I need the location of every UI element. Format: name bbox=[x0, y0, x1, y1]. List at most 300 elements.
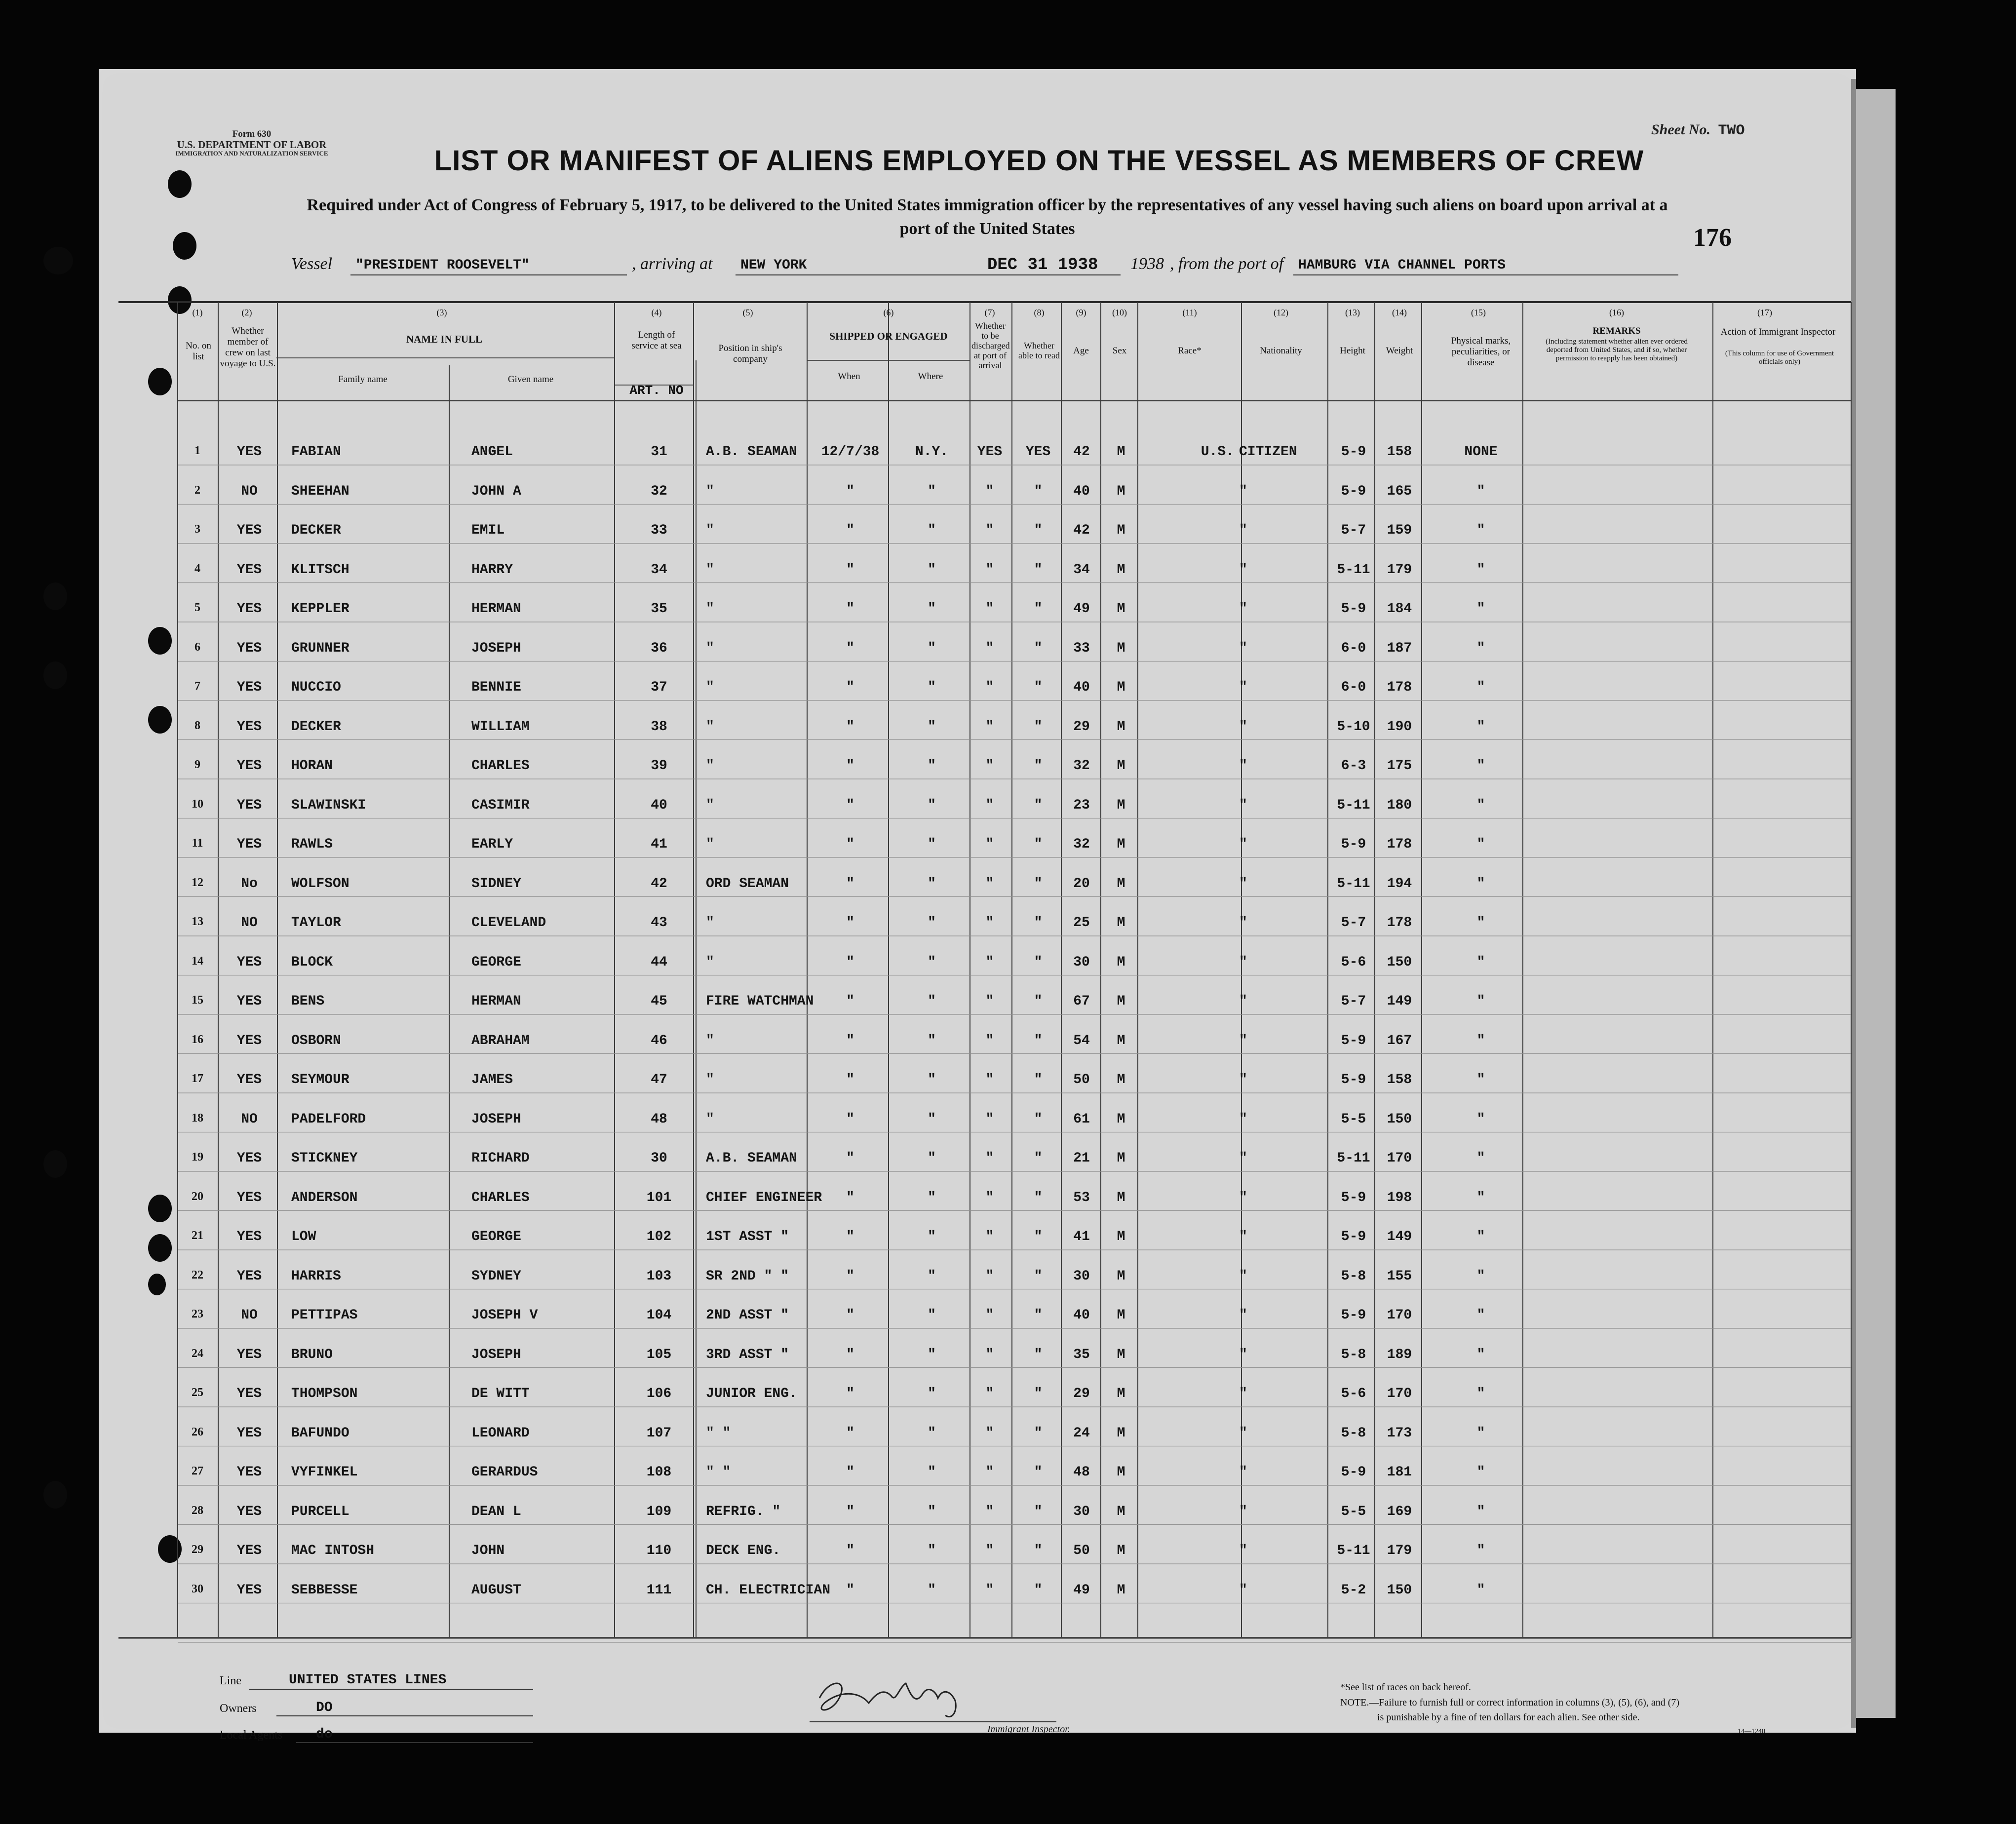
cell-position: ORD SEAMAN bbox=[706, 876, 789, 892]
cell-nationality: " bbox=[1239, 640, 1247, 656]
cell-read: " bbox=[1034, 876, 1043, 892]
cell-marks: " bbox=[1476, 562, 1485, 578]
cell-height: 5-11 bbox=[1337, 562, 1370, 578]
cell-sex: M bbox=[1117, 444, 1125, 460]
cell-position: " bbox=[706, 954, 714, 970]
cell-sex: M bbox=[1117, 1465, 1125, 1480]
cell-where: " bbox=[928, 1072, 936, 1087]
cell-marks: " bbox=[1476, 1033, 1485, 1048]
cell-when: " bbox=[846, 601, 854, 617]
cell-prev: YES bbox=[236, 1072, 262, 1087]
cell-marks: " bbox=[1476, 1386, 1485, 1401]
cell-marks: " bbox=[1476, 1308, 1485, 1323]
cell-when: " bbox=[846, 483, 854, 499]
department-name: U.S. DEPARTMENT OF LABOR bbox=[177, 138, 327, 151]
cell-when: " bbox=[846, 915, 854, 931]
col-13-number: (13) bbox=[1345, 308, 1360, 317]
cell-no: 6 bbox=[194, 640, 200, 654]
cell-no: 3 bbox=[194, 523, 200, 536]
cell-where: " bbox=[928, 876, 936, 892]
cell-given: SIDNEY bbox=[471, 876, 521, 892]
cell-position: 2ND ASST " bbox=[706, 1308, 789, 1323]
cell-where: " bbox=[928, 1504, 936, 1519]
cell-marks: " bbox=[1476, 1111, 1485, 1127]
cell-read: " bbox=[1034, 837, 1043, 852]
cell-nationality: " bbox=[1239, 1465, 1247, 1480]
cell-weight: 149 bbox=[1387, 994, 1412, 1009]
cell-height: 6-0 bbox=[1341, 640, 1366, 656]
cell-marks: " bbox=[1476, 601, 1485, 617]
cell-sex: M bbox=[1117, 719, 1125, 735]
col-header-position: Position in ship's company bbox=[718, 343, 782, 364]
cell-sex: M bbox=[1117, 640, 1125, 656]
cell-position: SR 2ND " " bbox=[706, 1268, 789, 1284]
cell-nationality: " bbox=[1239, 1033, 1247, 1048]
col-header-age: Age bbox=[1073, 346, 1089, 356]
cell-discharged: " bbox=[985, 1072, 994, 1087]
cell-service: 31 bbox=[651, 444, 667, 460]
sheet-number-value: TWO bbox=[1718, 122, 1745, 139]
cell-given: GEORGE bbox=[471, 954, 521, 970]
cell-service: 48 bbox=[651, 1111, 667, 1127]
cell-sex: M bbox=[1117, 1425, 1125, 1441]
cell-age: 21 bbox=[1073, 1151, 1090, 1166]
cell-discharged: " bbox=[985, 680, 994, 695]
cell-discharged: " bbox=[985, 797, 994, 813]
cell-where: " bbox=[928, 523, 936, 538]
cell-read: " bbox=[1034, 1582, 1043, 1598]
cell-given: HERMAN bbox=[471, 994, 521, 1009]
cell-read: " bbox=[1034, 1425, 1043, 1441]
cell-family: SHEEHAN bbox=[291, 483, 349, 499]
cell-given: DE WITT bbox=[471, 1386, 530, 1401]
cell-marks: " bbox=[1476, 1072, 1485, 1087]
cell-discharged: " bbox=[985, 1308, 994, 1323]
cell-given: ABRAHAM bbox=[471, 1033, 530, 1048]
cell-where: " bbox=[928, 1111, 936, 1127]
cell-height: 5-9 bbox=[1341, 1033, 1366, 1048]
cell-age: 42 bbox=[1073, 523, 1090, 538]
cell-nationality: " bbox=[1239, 1347, 1247, 1362]
cell-age: 20 bbox=[1073, 876, 1090, 892]
cell-service: 38 bbox=[651, 719, 667, 735]
cell-prev: YES bbox=[236, 562, 262, 578]
cell-family: SLAWINSKI bbox=[291, 797, 366, 813]
cell-discharged: " bbox=[985, 1033, 994, 1048]
col-header-service-art-no: ART. NO bbox=[629, 383, 684, 398]
cell-no: 7 bbox=[194, 680, 200, 693]
cell-family: BLOCK bbox=[291, 954, 333, 970]
cell-prev: YES bbox=[236, 758, 262, 774]
cell-given: JOHN bbox=[471, 1543, 505, 1558]
cell-service: 35 bbox=[651, 601, 667, 617]
cell-position: " bbox=[706, 680, 714, 695]
cell-nationality: " bbox=[1239, 1072, 1247, 1087]
arrival-port: NEW YORK bbox=[740, 258, 807, 273]
col-header-given-name: Given name bbox=[507, 374, 554, 385]
cell-nationality: " bbox=[1239, 994, 1247, 1009]
cell-family: TAYLOR bbox=[291, 915, 341, 931]
cell-family: THOMPSON bbox=[291, 1386, 358, 1401]
col-header-inspector-action: Action of Immigrant Inspector bbox=[1720, 327, 1836, 337]
cell-given: SYDNEY bbox=[471, 1268, 521, 1284]
cell-position: " bbox=[706, 915, 714, 931]
cell-discharged: " bbox=[985, 562, 994, 578]
cell-weight: 158 bbox=[1387, 1072, 1412, 1087]
cell-weight: 178 bbox=[1387, 915, 1412, 931]
col-header-remarks-note: (Including statement whether alien ever ordered deported from United States, and if so, whether permission to reapply has been obtained) bbox=[1546, 338, 1688, 362]
cell-marks: " bbox=[1476, 1268, 1485, 1284]
cell-age: 54 bbox=[1073, 1033, 1090, 1048]
cell-marks: " bbox=[1476, 837, 1485, 852]
cell-nationality: " bbox=[1239, 1268, 1247, 1284]
cell-nationality: " bbox=[1239, 1229, 1247, 1244]
col-10-number: (10) bbox=[1112, 308, 1127, 317]
cell-sex: M bbox=[1117, 601, 1125, 617]
cell-no: 20 bbox=[192, 1190, 203, 1203]
cell-family: LOW bbox=[291, 1229, 316, 1244]
cell-prev: NO bbox=[241, 1308, 258, 1323]
cell-no: 5 bbox=[194, 601, 200, 614]
cell-no: 15 bbox=[192, 994, 203, 1007]
cell-read: " bbox=[1034, 1504, 1043, 1519]
cell-age: 32 bbox=[1073, 758, 1090, 774]
cell-where: " bbox=[928, 640, 936, 656]
cell-age: 40 bbox=[1073, 680, 1090, 695]
cell-marks: NONE bbox=[1464, 444, 1498, 460]
cell-sex: M bbox=[1117, 523, 1125, 538]
cell-read: " bbox=[1034, 1111, 1043, 1127]
cell-marks: " bbox=[1476, 994, 1485, 1009]
cell-weight: 150 bbox=[1387, 954, 1412, 970]
cell-service: 32 bbox=[651, 483, 667, 499]
cell-service: 107 bbox=[646, 1425, 672, 1441]
cell-service: 109 bbox=[646, 1504, 672, 1519]
cell-position: " bbox=[706, 837, 714, 852]
cell-sex: M bbox=[1117, 876, 1125, 892]
cell-discharged: " bbox=[985, 1111, 994, 1127]
cell-when: 12/7/38 bbox=[821, 444, 880, 460]
cell-weight: 198 bbox=[1387, 1190, 1412, 1205]
cell-family: DECKER bbox=[291, 719, 341, 735]
cell-where: " bbox=[928, 1582, 936, 1598]
cell-weight: 159 bbox=[1387, 523, 1412, 538]
cell-when: " bbox=[846, 1033, 854, 1048]
cell-no: 24 bbox=[192, 1347, 203, 1360]
cell-family: SEBBESSE bbox=[291, 1582, 358, 1598]
cell-discharged: " bbox=[985, 1425, 994, 1441]
line-label: Line bbox=[220, 1674, 241, 1687]
col-12-number: (12) bbox=[1274, 308, 1288, 317]
cell-height: 5-8 bbox=[1341, 1268, 1366, 1284]
cell-sex: M bbox=[1117, 483, 1125, 499]
cell-height: 5-7 bbox=[1341, 915, 1366, 931]
cell-age: 29 bbox=[1073, 719, 1090, 735]
cell-position: " bbox=[706, 483, 714, 499]
cell-age: 61 bbox=[1073, 1111, 1090, 1127]
cell-no: 8 bbox=[194, 719, 200, 732]
cell-sex: M bbox=[1117, 1268, 1125, 1284]
cell-discharged: " bbox=[985, 640, 994, 656]
cell-position: " bbox=[706, 562, 714, 578]
cell-no: 26 bbox=[192, 1425, 203, 1438]
cell-service: 111 bbox=[646, 1582, 672, 1598]
local-agents-label: Local Agents bbox=[220, 1729, 283, 1742]
page-title: LIST OR MANIFEST OF ALIENS EMPLOYED ON THE VESSEL AS MEMBERS OF CREW bbox=[434, 145, 1644, 177]
cell-family: BRUNO bbox=[291, 1347, 333, 1362]
cell-where: " bbox=[928, 1033, 936, 1048]
cell-service: 105 bbox=[646, 1347, 672, 1362]
cell-where: " bbox=[928, 1386, 936, 1401]
cell-weight: 170 bbox=[1387, 1386, 1412, 1401]
cell-discharged: " bbox=[985, 1386, 994, 1401]
col-header-sex: Sex bbox=[1112, 346, 1127, 356]
cell-weight: 170 bbox=[1387, 1151, 1412, 1166]
cell-weight: 194 bbox=[1387, 876, 1412, 892]
cell-read: " bbox=[1034, 1229, 1043, 1244]
col-header-previous-voyage: Whether member of crew on last voyage to U.S. bbox=[220, 326, 276, 369]
cell-position: " bbox=[706, 523, 714, 538]
cell-where: " bbox=[928, 797, 936, 813]
cell-discharged: " bbox=[985, 1190, 994, 1205]
cell-prev: NO bbox=[241, 915, 258, 931]
cell-family: PURCELL bbox=[291, 1504, 349, 1519]
cell-service: 37 bbox=[651, 680, 667, 695]
cell-discharged: " bbox=[985, 994, 994, 1009]
cell-height: 5-5 bbox=[1341, 1111, 1366, 1127]
cell-nationality: " bbox=[1239, 523, 1247, 538]
cell-position: " " bbox=[706, 1425, 731, 1441]
cell-age: 30 bbox=[1073, 1504, 1090, 1519]
cell-nationality: " bbox=[1239, 797, 1247, 813]
col-header-list-number: No. on list bbox=[186, 341, 211, 362]
cell-height: 5-11 bbox=[1337, 1151, 1370, 1166]
col-header-service-length: Length of service at sea bbox=[631, 330, 682, 351]
cell-height: 5-9 bbox=[1341, 444, 1366, 460]
cell-prev: YES bbox=[236, 1582, 262, 1598]
cell-height: 5-9 bbox=[1341, 601, 1366, 617]
cell-sex: M bbox=[1117, 797, 1125, 813]
cell-given: WILLIAM bbox=[471, 719, 530, 735]
cell-height: 5-5 bbox=[1341, 1504, 1366, 1519]
cell-read: " bbox=[1034, 1465, 1043, 1480]
cell-marks: " bbox=[1476, 797, 1485, 813]
cell-prev: YES bbox=[236, 1190, 262, 1205]
cell-read: " bbox=[1034, 640, 1043, 656]
cell-where: " bbox=[928, 1268, 936, 1284]
cell-when: " bbox=[846, 1465, 854, 1480]
cell-given: EMIL bbox=[471, 523, 505, 538]
cell-weight: 190 bbox=[1387, 719, 1412, 735]
cell-marks: " bbox=[1476, 1425, 1485, 1441]
cell-read: " bbox=[1034, 601, 1043, 617]
cell-discharged: " bbox=[985, 758, 994, 774]
cell-height: 5-11 bbox=[1337, 1543, 1370, 1558]
from-label: , from the port of bbox=[1170, 255, 1284, 273]
cell-discharged: " bbox=[985, 837, 994, 852]
cell-given: JOHN A bbox=[471, 483, 521, 499]
cell-given: CLEVELAND bbox=[471, 915, 546, 931]
cell-where: " bbox=[928, 1190, 936, 1205]
cell-where: " bbox=[928, 719, 936, 735]
cell-sex: M bbox=[1117, 680, 1125, 695]
cell-discharged: " bbox=[985, 1543, 994, 1558]
service-name: IMMIGRATION AND NATURALIZATION SERVICE bbox=[175, 149, 328, 157]
cell-weight: 165 bbox=[1387, 483, 1412, 499]
cell-discharged: " bbox=[985, 876, 994, 892]
cell-position: " bbox=[706, 758, 714, 774]
cell-read: " bbox=[1034, 1072, 1043, 1087]
cell-service: 108 bbox=[646, 1465, 672, 1480]
cell-weight: 150 bbox=[1387, 1582, 1412, 1598]
cell-sex: M bbox=[1117, 1229, 1125, 1244]
cell-discharged: " bbox=[985, 954, 994, 970]
cell-discharged: " bbox=[985, 1151, 994, 1166]
col-header-physical-marks: Physical marks, peculiarities, or disease bbox=[1451, 336, 1511, 368]
cell-weight: 150 bbox=[1387, 1111, 1412, 1127]
cell-family: HORAN bbox=[291, 758, 333, 774]
cell-prev: YES bbox=[236, 680, 262, 695]
cell-read: " bbox=[1034, 523, 1043, 538]
cell-where: " bbox=[928, 954, 936, 970]
cell-height: 5-7 bbox=[1341, 523, 1366, 538]
cell-nationality: " bbox=[1239, 1190, 1247, 1205]
cell-service: 42 bbox=[651, 876, 667, 892]
cell-nationality: " bbox=[1239, 1425, 1247, 1441]
col-2-number: (2) bbox=[241, 308, 252, 317]
cell-nationality: " bbox=[1239, 1111, 1247, 1127]
cell-where: " bbox=[928, 483, 936, 499]
cell-read: " bbox=[1034, 1543, 1043, 1558]
cell-prev: YES bbox=[236, 994, 262, 1009]
cell-service: 44 bbox=[651, 954, 667, 970]
cell-nationality: " bbox=[1239, 876, 1247, 892]
cell-prev: No bbox=[241, 876, 258, 892]
cell-height: 5-11 bbox=[1337, 876, 1370, 892]
cell-service: 106 bbox=[646, 1386, 672, 1401]
cell-read: YES bbox=[1025, 444, 1051, 460]
cell-sex: M bbox=[1117, 1504, 1125, 1519]
cell-sex: M bbox=[1117, 758, 1125, 774]
col-8-number: (8) bbox=[1034, 308, 1045, 317]
cell-sex: M bbox=[1117, 1111, 1125, 1127]
cell-prev: YES bbox=[236, 1347, 262, 1362]
cell-when: " bbox=[846, 1582, 854, 1598]
cell-weight: 155 bbox=[1387, 1268, 1412, 1284]
cell-height: 6-0 bbox=[1341, 680, 1366, 695]
cell-height: 5-11 bbox=[1337, 797, 1370, 813]
cell-given: JOSEPH bbox=[471, 640, 521, 656]
cell-marks: " bbox=[1476, 1151, 1485, 1166]
cell-discharged: " bbox=[985, 1465, 994, 1480]
year: 1938 bbox=[1130, 255, 1164, 273]
cell-where: " bbox=[928, 1543, 936, 1558]
cell-sex: M bbox=[1117, 1072, 1125, 1087]
cell-marks: " bbox=[1476, 758, 1485, 774]
cell-prev: YES bbox=[236, 640, 262, 656]
cell-no: 11 bbox=[192, 837, 203, 850]
cell-marks: " bbox=[1476, 1465, 1485, 1480]
cell-height: 5-9 bbox=[1341, 1308, 1366, 1323]
cell-when: " bbox=[846, 758, 854, 774]
cell-position: " bbox=[706, 1072, 714, 1087]
cell-age: 25 bbox=[1073, 915, 1090, 931]
cell-read: " bbox=[1034, 994, 1043, 1009]
col-14-number: (14) bbox=[1392, 308, 1407, 317]
cell-position: 1ST ASST " bbox=[706, 1229, 789, 1244]
cell-given: GEORGE bbox=[471, 1229, 521, 1244]
cell-nationality: " bbox=[1239, 1151, 1247, 1166]
cell-where: " bbox=[928, 1465, 936, 1480]
penalty-note-line-1: NOTE.—Failure to furnish full or correct information in columns (3), (5), (6), and (7) bbox=[1340, 1697, 1680, 1708]
cell-when: " bbox=[846, 1072, 854, 1087]
cell-height: 5-9 bbox=[1341, 1465, 1366, 1480]
cell-read: " bbox=[1034, 1151, 1043, 1166]
col-header-inspector-note: (This column for use of Government officials only) bbox=[1725, 349, 1834, 366]
cell-read: " bbox=[1034, 483, 1043, 499]
cell-service: 43 bbox=[651, 915, 667, 931]
cell-position: JUNIOR ENG. bbox=[706, 1386, 797, 1401]
cell-prev: YES bbox=[236, 1386, 262, 1401]
cell-sex: M bbox=[1117, 1151, 1125, 1166]
cell-age: 34 bbox=[1073, 562, 1090, 578]
col-4-number: (4) bbox=[651, 308, 662, 317]
local-agents-value: do bbox=[316, 1727, 333, 1742]
cell-race: U.S. bbox=[1201, 444, 1234, 460]
cell-discharged: " bbox=[985, 483, 994, 499]
cell-when: " bbox=[846, 954, 854, 970]
col-15-number: (15) bbox=[1471, 308, 1486, 317]
cell-height: 5-9 bbox=[1341, 1229, 1366, 1244]
page-number: 176 bbox=[1693, 224, 1732, 252]
col-5-number: (5) bbox=[742, 308, 753, 317]
cell-discharged: " bbox=[985, 719, 994, 735]
cell-weight: 181 bbox=[1387, 1465, 1412, 1480]
cell-position: " bbox=[706, 601, 714, 617]
cell-service: 33 bbox=[651, 523, 667, 538]
cell-no: 29 bbox=[192, 1543, 203, 1556]
cell-no: 27 bbox=[192, 1465, 203, 1477]
cell-position: " bbox=[706, 1033, 714, 1048]
cell-where: " bbox=[928, 915, 936, 931]
cell-nationality: " bbox=[1239, 483, 1247, 499]
cell-age: 49 bbox=[1073, 601, 1090, 617]
cell-given: CHARLES bbox=[471, 1190, 530, 1205]
cell-sex: M bbox=[1117, 1308, 1125, 1323]
cell-discharged: " bbox=[985, 1229, 994, 1244]
cell-no: 23 bbox=[192, 1308, 203, 1320]
col-11-number: (11) bbox=[1182, 308, 1197, 317]
cell-age: 40 bbox=[1073, 483, 1090, 499]
cell-when: " bbox=[846, 1229, 854, 1244]
cell-height: 5-6 bbox=[1341, 1386, 1366, 1401]
cell-discharged: " bbox=[985, 601, 994, 617]
cell-service: 101 bbox=[646, 1190, 672, 1205]
cell-no: 21 bbox=[192, 1229, 203, 1242]
cell-position: FIRE WATCHMAN bbox=[706, 994, 814, 1009]
cell-no: 17 bbox=[192, 1072, 203, 1085]
cell-marks: " bbox=[1476, 1347, 1485, 1362]
cell-where: N.Y. bbox=[915, 444, 949, 460]
cell-when: " bbox=[846, 876, 854, 892]
col-3-number: (3) bbox=[436, 308, 447, 317]
cell-discharged: YES bbox=[977, 444, 1003, 460]
cell-height: 5-8 bbox=[1341, 1347, 1366, 1362]
cell-marks: " bbox=[1476, 719, 1485, 735]
cell-given: AUGUST bbox=[471, 1582, 521, 1598]
cell-prev: YES bbox=[236, 1033, 262, 1048]
subtitle-line-2: port of the United States bbox=[899, 220, 1075, 238]
